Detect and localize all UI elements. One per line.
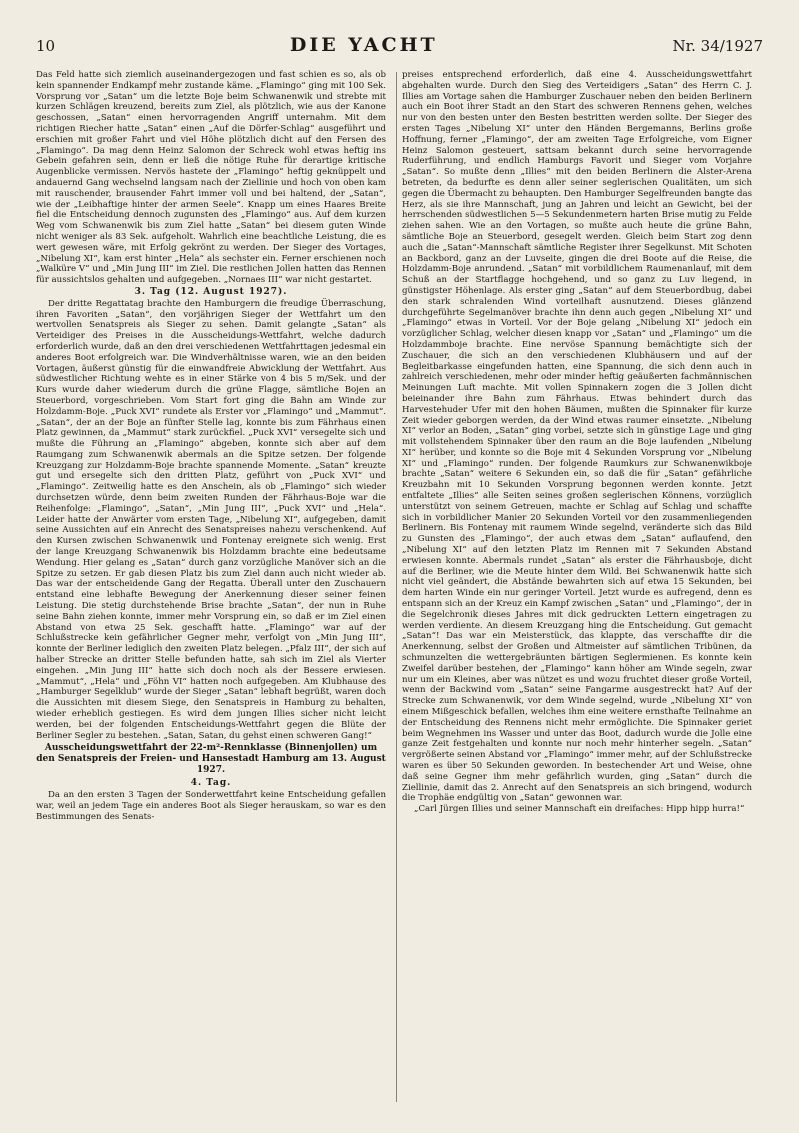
paragraph: Das Feld hatte sich ziemlich auseinandergezogen und fast schien es so, als ob kein spannender Endkampf mehr zustande käme. „Flamingo“ ging mit 100 Sek. Vorsprung vor „Satan“ um die letzte Boje beim Schwanenwik und strebte mit kurzen Schlägen kreuzend, bereits zum Ziel, als plötzlich, wie aus der Kanone geschossen, „Satan“ einen hervorragenden Angriff unternahm. Mit dem richtigen Riecher hatte „Satan“ einen „Auf die Dörfer-Schlag“ ausgeführt und erschien mit großer Fahrt und viel Höhe plötzlich dicht auf den Fersen des „Flamingo“. Da mag denn Heinz Salomon der Schreck wohl etwas heftig ins Gebein gefahren sein, denn er ließ die nötige Ruhe für derartige kritische Augenblicke vermissen. Nervös hastete der „Flamingo“ heftig geknüppelt und andauernd Gang wechselnd langsam nach der Ziellinie und hoch von oben kam mit rauschender, brausender Fahrt immer voll und bei haltend, der „Satan“, wie der „Leibhaftige hinter der armen Seele“. Knapp um eines Haares Breite fiel die Entscheidung dennoch zugunsten des „Flamingo“ aus. Auf dem kurzen Weg vom Schwanenwik bis zum Ziel hatte „Satan“ bei diesem guten Winde nicht weniger als 83 Sek. aufgeholt. Wahrlich eine beachtliche Leistung, die es wert gewesen wäre, mit Erfolg gekrönt zu werden. Der Sieger des Vortages, „Nibelung XI“, kam erst hinter „Hela“ als sechster ein. Ferner erschienen noch „Walküre V“ und „Min Jung III“ im Ziel. Die restlichen Jollen hatten das Rennen für aussichtslos gehalten und aufgegeben. „Nornaes III“ war nicht gestartet.	[36, 70, 386, 286]
magazine-title: DIE YACHT	[289, 34, 438, 56]
column-divider	[396, 72, 397, 1102]
paragraph: Da an den ersten 3 Tagen der Sonderwettfahrt keine Entscheidung gefallen war, weil an jedem Tage ein anderes Boot als Sieger herauskam, so war es den Bestimmungen des Senats-	[36, 790, 386, 822]
right-column	[402, 70, 752, 1100]
page-number: 10	[36, 37, 56, 55]
page-header	[36, 34, 763, 60]
day4-heading: 4. Tag.	[190, 778, 232, 789]
closing-line: „Carl Jürgen Illies und seiner Mannschaft ein dreifaches: Hipp hipp hurra!“	[414, 804, 745, 815]
day3-heading: 3. Tag (12. August 1927).	[134, 286, 288, 297]
paragraph: preises entsprechend erforderlich, daß eine 4. Ausscheidungswettfahrt abgehalten wurde. Durch den Sieg des Verteidigers „Satan“ des Herrn C. J. Illies am Vortage sahen die Hamburger Zuschauer neben den beiden Berlinern auch ein Boot ihrer Stadt an den Start des schweren Rennens gehen, welches nur von den besten unter den Besten bestritten werden sollte. Der Sieger des ersten Tages „Nibelung XI“ unter den Händen Bergemanns, Berlins große Hoffnung, ferner „Flamingo“, der am zweiten Tage Erfolgreiche, vom Eigner Heinz Salomon gesteuert, sattsam bekannt durch seine hervorragende Ruderführung, und endlich Hamburgs Favorit und Sieger vom Vorjahre „Satan“. So mußte denn „Illies“ mit den beiden Berlinern die Alster-Arena betreten, da bedurfte es denn aller seiner seglerischen Qualitäten, um sich gegen die Übermacht zu behaupten. Den Hamburger Segelfreunden bangte das Herz, als sie ihre Mannschaft, jung an Jahren und leicht an Gewicht, bei der herrschenden südwestlichen 5—5 Sekundenmetern harten Brise mutig zu Felde ziehen sahen. Wie an den Vortagen, so mußte auch heute die grüne Bahn, sämtliche Boje an Steuerbord, gesegelt werden. Gleich beim Start zog denn auch die „Satan“-Mannschaft sämtliche Register ihrer Segelkunst. Mit Schoten an Backbord, ganz an der Luvseite, gingen die drei Boote auf die Reise, die Holzdamm-Boje anrundend. „Satan“ mit vorbildlichem Raumenanlauf, mit dem Schuß an der Startflagge hochgehend, und so ganz zu Luv liegend, in günstigster Höhenlage. Als erster ging „Satan“ auf dem Steuerbordbug, dabei den stark schralenden Wind vorteilhaft ausnutzend. Dieses glänzend durchgeführte Segelmanöver brachte ihn denn auch gegen „Nibelung XI“ und „Flamingo“ etwas in Vorteil. Vor der Boje gelang „Nibelung XI“ jedoch ein vorzüglicher Schlag, welcher diesen knapp vor „Satan“ und „Flamingo“ um die Holzdammboje brachte. Eine nervöse Spannung bemächtigte sich der Zuschauer, die sich an den verschiedenen Klubhäusern und auf der Begleitbarkasse eingefunden hatten, eine Spannung, die sich denn auch in zahlreich verschiedenen, mehr oder minder heftig geäußerten fachmännischen Meinungen Luft machte. Mit vollen Spinnakern zogen die 3 Jollen dicht beieinander ihre Bahn zum Fährhaus. Etwas behindert durch das Harvestehuder Ufer mit den hohen Bäumen, mußten die Spinnaker für kurze Zeit wieder geborgen werden, da der Wind etwas raumer einsetzte. „Nibelung XI“ verlor an Boden, „Satan“ ging vorbei, setzte sich in günstige Lage und ging mit vollstehendem Spinnaker über den raum an die Boje laufenden „Nibelung XI“ herüber, und konnte so die Boje mit 4 Sekunden Vorsprung vor „Nibelung XI“ und „Flamingo“ runden. Der folgende Raumkurs zur Schwanenwikboje brachte „Satan“ weitere 6 Sekunden ein, so daß die für „Satan“ gefährliche Kreuzbahn mit 10 Sekunden Vorsprung begonnen werden konnte. Jetzt entfaltete „Illies“ alle Seiten seines großen seglerischen Könnens, vorzüglich unterstützt von seinem Getreuen, machte er Schlag auf Schlag und schaffte sich in vorbildlicher Manier 20 Sekunden Vorteil vor den zusammenliegenden Berlinern. Bis Fontenay mit raumem Winde segelnd, veränderte sich das Bild zu Gunsten des „Flamingo“, der auch etwas dem „Satan“ auflaufend, den „Nibelung XI“ auf den letzten Platz im Rennen mit 7 Sekunden Abstand erwiesen konnte. Abermals rundet „Satan“ als erster die Fährhausboje, dicht auf die Berliner, wie die Meute hinter dem Wild. Bei Schwanenwik hatte sich nicht viel geändert, die Abstände bewahrten sich auf etwa 15 Sekunden, bei dem harten Winde ein nur geringer Vorteil. Jetzt wurde es aufregend, denn es entspann sich an der Kreuz ein Kampf zwischen „Satan“ und „Flamingo“, der in die Segelchronik dieses Jahres mit dick gedruckten Lettern eingetragen zu werden verdiente. An diesem Kreuzgang hing die Entscheidung. Gut gemacht „Satan“! Das war ein Meisterstück, das klappte, das verschaffte dir die Anerkennung, selbst der Großen und Altmeister auf sämtlichen Tribünen, da schmunzelten die wettergebräunten bärtigen Seglermienen. Es konnte kein Zweifel darüber bestehen, der „Flamingo“ kann höher am Winde segeln, zwar nur um ein Kleines, aber was nützet es und wozu fruchtet dieser große Vorteil, wenn der Backwind vom „Satan“ seine Fangarme ausgestreckt hat? Auf der Strecke zum Schwanenwik, vor dem Winde segelnd, wurde „Nibelung XI“ von einem Mißgeschick befallen, welches ihm eine weitere ernsthafte Teilnahme an der Entscheidung des Rennens nicht mehr ermöglichte. Die Spinnaker geriet beim Wegnehmen ins Wasser und unter das Boot, dadurch wurde die Jolle eine ganze Zeit festgehalten und konnte nur noch mehr hinterher segeln. „Satan“ vergrößerte seinen Abstand vor „Flamingo“ immer mehr, auf der Schlußstrecke waren es über 50 Sekunden geworden. In bestechender Art und Weise, ohne daß seine Gegner ihm mehr gefährlich wurden, ging „Satan“ durch die Ziellinie, damit das 2. Anrecht auf den Senatspreis an sich bringend, wodurch die Trophäe endgültig von „Satan“ gewonnen war.	[402, 70, 752, 804]
paragraph: Der dritte Regattatag brachte den Hamburgern die freudige Überraschung, ihren Favoriten „Satan“, den vorjährigen Sieger der Wettfahrt um den wertvollen Senatspreis als Sieger zu sehen. Damit gelangte „Satan“ als Verteidiger des Preises in die Ausscheidungs-Wettfahrt, welche dadurch erforderlich wurde, daß an den drei verschiedenen Wettfahrttagen jedesmal ein anderes Boot erfolgreich war. Die Windverhältnisse waren, wie an den beiden Vortagen, äußerst günstig für die einwandfreie Abwicklung der Wettfahrt. Aus südwestlicher Richtung wehte es in einer Stärke von 4 bis 5 m/Sek. und der Kurs wurde daher wiederum durch die grüne Flagge, sämtliche Bojen an Steuerbord, vorgeschrieben. Vom Start fort ging die Bahn am Winde zur Holzdamm-Boje. „Puck XVI“ rundete als Erster vor „Flamingo“ und „Mammut“. „Satan“, der an der Boje an fünfter Stelle lag, konnte bis zum Fährhaus einen Platz gewinnen, da „Mammut“ stark zurückfiel. „Puck XVI“ versegelte sich und mußte die Führung an „Flamingo“ abgeben, konnte sich aber auf dem Raumgang zum Schwanenwik abermals an die Spitze setzen. Der folgende Kreuzgang zur Holzdamm-Boje brachte spannende Momente. „Satan“ kreuzte gut und ersegelte sich den dritten Platz, geführt von „Puck XVI“ und „Flamingo“. Zeitweilig hatte es den Anschein, als ob „Flamingo“ sich wieder durchsetzen würde, denn beim zweiten Runden der Fährhaus-Boje war die Reihenfolge: „Flamingo“, „Satan“, „Min Jung III“, „Puck XVI“ und „Hela“. Leider hatte der Anwärter vom ersten Tage, „Nibelung XI“, aufgegeben, damit seine Aussichten auf ein Anrecht des Senatspreises nahezu verschenkend. Auf den Kursen zwischen Schwanenwik und Fontenay ereignete sich wenig. Erst der lange Kreuzgang Schwanenwik bis Holzdamm brachte eine bedeutsame Wendung. Hier gelang es „Satan“ durch ganz vorzügliche Manöver sich an die Spitze zu setzen. Er gab diesen Platz bis zum Ziel dann auch nicht wieder ab. Das war der entscheidende Gang der Regatta. Überall unter den Zuschauern entstand eine lebhafte Bewegung der Anerkennung dieser seiner feinen Leistung. Die stetig durchstehende Brise brachte „Satan“, der nun in Ruhe seine Bahn ziehen konnte, immer mehr Vorsprung ein, so daß er im Ziel einen Abstand von etwa 25 Sek. geschafft hatte. „Flamingo“ war auf der Schlußstrecke kein gefährlicher Gegner mehr, verfolgt von „Min Jung III“, konnte der Berliner lediglich den zweiten Platz belegen. „Pfalz III“, der sich auf halber Strecke an dritter Stelle befunden hatte, sah sich im Ziel als Vierter eingehen. „Min Jung III“ hatte sich doch noch als der Bessere erwiesen. „Mammut“, „Hela“ und „Föhn VI“ hatten noch aufgegeben. Am Klubhause des „Hamburger Segelklub“ wurde der Sieger „Satan“ lebhaft begrüßt, waren doch die Aussichten mit diesem Siege, den Senatspreis in Hamburg zu behalten, wieder erheblich gestiegen. Es wird dem jungen Illies sicher nicht leicht werden, bei der folgenden Entscheidungs-Wettfahrt gegen die Blüte der Berliner Segler zu bestehen. „Satan, Satan, du gehst einen schweren Gang!“	[36, 298, 386, 741]
issue-number: Nr. 34/1927	[672, 37, 763, 55]
section-heading: Ausscheidungswettfahrt der 22-m²-Rennklasse (Binnenjollen) um den Senatspreis der Freien- und Hansestadt Hamburg am 13. August 1927.	[36, 743, 386, 776]
left-column	[36, 70, 386, 1100]
